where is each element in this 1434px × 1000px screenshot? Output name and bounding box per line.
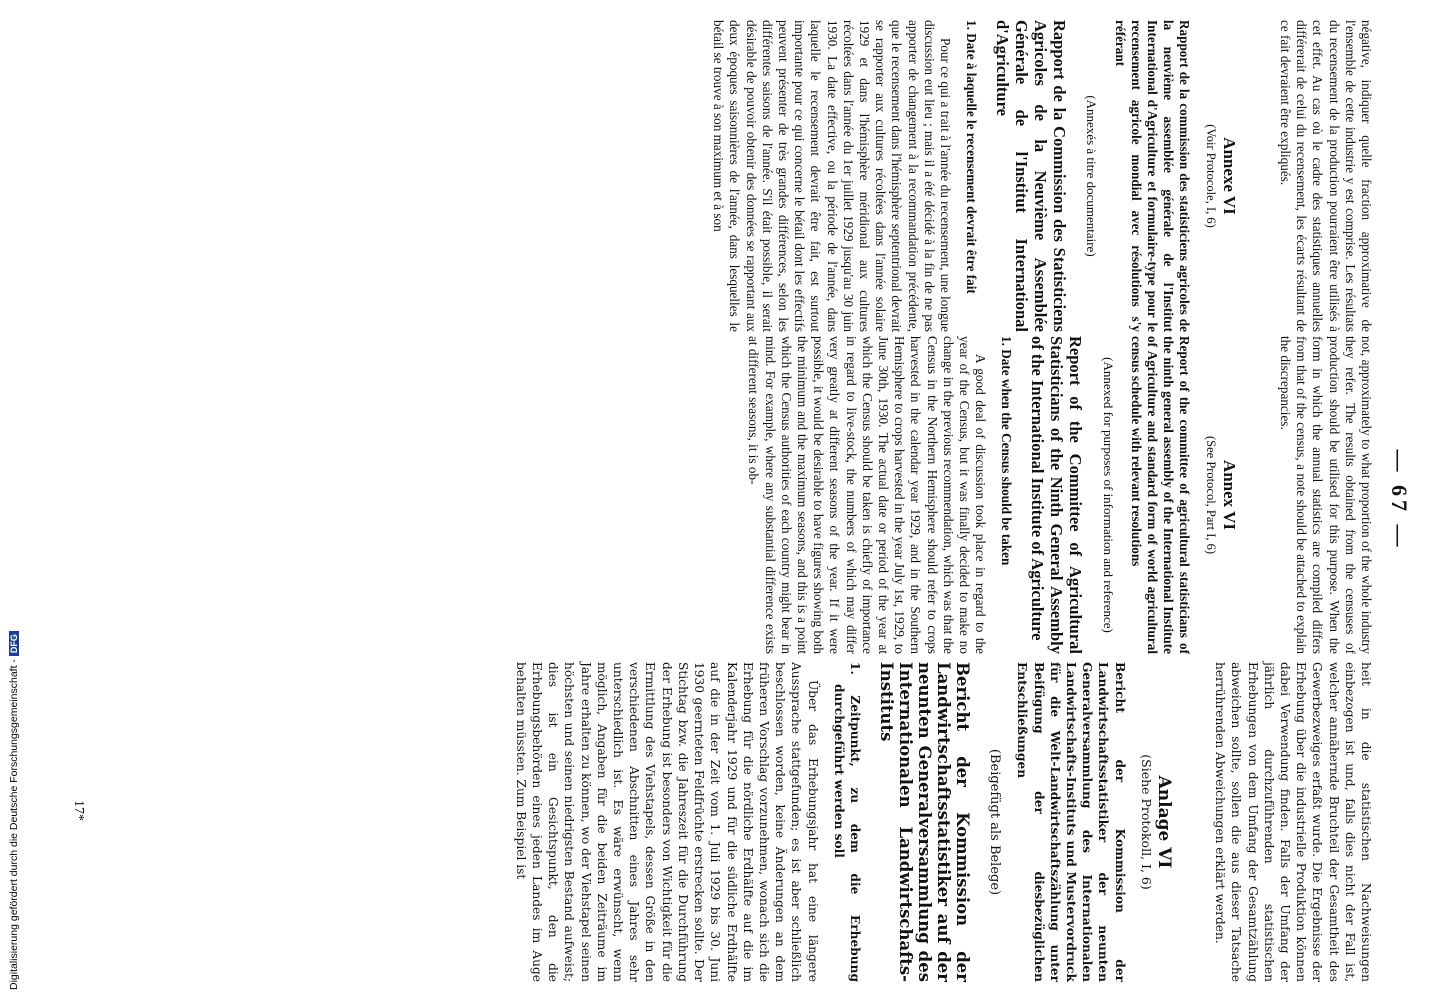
english-annex-heading: Annex VI	[1219, 459, 1239, 531]
english-protocol-ref: (See Protocol, Part I, 6)	[1203, 435, 1218, 555]
english-report-title: Report of the committee of agricultural statisticians of the ninth general assembly of the International Institute of Agriculture and standard form of world agricultural census schedule with relevant resolutions	[1128, 336, 1193, 654]
french-protocol-ref: (Voir Protocole, I, 6)	[1203, 124, 1218, 228]
credit-text: Digitalisierung gefördert durch die Deutsche Forschungsgemeinschaft -	[8, 659, 20, 990]
german-body-text: Über das Erhebungsjahr hat eine längere Aussprache stattgefunden; es ist aber schließlich beschlossen worden, keine Änderungen an dem früheren Vorschlag vorzunehmen, wonach sich die Erhebung für die nördliche Erdhälfte auf die im Kalenderjahr 1929 und für die südliche Erdhälfte auf die in der Zeit vom 1. Juli 1929 bis 30. Juni 1930 geernteten Feldfrüchte erstrecken sollte. Der Stichtag bzw. die Jahreszeit für die Durchführung der Erhebung ist besonders von Wichtigkeit für die Ermittlung des Viehstapels, dessen Größe in den verschiedenen Abschnitten eines Jahres sehr unterschiedlich ist. Es wäre erwünscht, wenn möglich, Angaben für die beiden Zeiträume im Jahre erhalten zu können, wo der Viehstapel seinen höchsten und seinen niedrigsten Bestand aufweist; dies ist ein Gesichtspunkt, den die Erhebungsbehörden eines jeden Landes im Auge behalten müssten. Zum Beispiel ist	[513, 662, 820, 982]
english-section-heading: 1. Date when the Census should be taken	[999, 336, 1015, 566]
dfg-logo: DFG	[9, 631, 19, 656]
english-body-text: A good deal of discussion took place in regard to the year of the Census, but it was finally decided to make no change in the previous recommendation, which was that the Census in the Northern Hemisphere should refer to crops harvested in the calendar year 1929, and in the Southern Hemisphere to crops harvested in the year July 1st, 1929, to June 30th, 1930. The actual date or period of the year at which the Census should be taken is chiefly of importance in regard to live-stock, the numbers of which may differ very greatly at different seasons of the year. If it were possible, it would be desirable to have figures showing both the minimum and the maximum seasons, and this is a point which the Census authorities of each country might bear in mind. For example, where any substantial difference exists at different seasons, it is ob-	[746, 336, 989, 654]
german-report-title: Bericht der Kommission der Landwirtschaftsstatistiker der neunten Generalversammlung des Internationalen Landwirtschafts-Instituts und Mustervordruck für die Welt-Landwirtschaftszählung unter Beifügung der diesbezüglichen Entschließungen	[1015, 662, 1127, 982]
german-protocol-ref: (Siehe Protokoll, I, 6)	[1138, 754, 1154, 890]
french-body-text: Pour ce qui a trait à l'année du recensement, une longue discussion eut lieu ; mais il a été décidé à la fin de ne pas apporter de changement à la recommandation précédente, que le recensement dans l'hémisphère septentrional devrait se rapporter aux cultures récoltées dans l'année solaire 1929 et dans l'hémisphère méridional aux cultures récoltées dans l'année du 1er juillet 1929 jusqu'au 30 juin 1930. La date effective, ou la période de l'année, dans laquelle le recensement devrait être fait, est surtout importante pour ce qui concerne le bétail dont les effectifs peuvent présenter de très grandes différences, selon les différentes saisons de l'année. S'il était possible, il serait désirable de pouvoir obtenir des données se rapportant aux deux époques saisonnières de l'année, dans lesquelles le bétail se trouve à son maximum et à son	[711, 20, 953, 332]
english-column	[739, 336, 1374, 654]
french-report-title: Rapport de la commission des statisticiens agricoles de la neuvième assemblée générale de l'Institut International d'Agriculture et formulaire-type pour le recensement agricole mondial avec résolutions s'y référant	[1112, 20, 1193, 332]
digitization-credit	[8, 600, 22, 990]
french-section-heading: 1. Date à laquelle le recensement devrait être fait	[964, 20, 980, 294]
french-annex-note: (Annexés à titre documentaire)	[1084, 95, 1100, 257]
german-annex-note: (Beigefügt als Belege)	[987, 748, 1003, 896]
german-intro: heit in die statistischen Nachweisungen einbezogen ist und, falls dies nicht der Fall ist, welcher annähernde Bruchteil der Gesamtheit des Gewerbezweiges erfaßt wurde. Die Ergebnisse der Erhebung über die industrielle Produktion können dabei Verwendung finden. Falls der Umfang der jährlich durchzuführenden statistischen Erhebungen von dem Umfang der Gesamtzählung abweichen sollte, sollen die aus dieser Tatsache herrührenden Abweichungen erklärt werden.	[1213, 662, 1373, 982]
english-annex-note: (Annexed for purposes of information and reference)	[1100, 357, 1116, 633]
german-annex-heading: Anlage VI	[1153, 775, 1174, 869]
german-column	[507, 662, 1374, 982]
german-report-heading: Bericht der Kommission der Landwirtschaftsstatistiker auf der neunten Generalversammlung des Internationalen Landwirtschafts-Instituts	[876, 662, 972, 982]
english-intro: not, approximately to what proportion of the whole industry they refer. The results obtained from the censuses of production should be utilised for this purpose. When the form in which the annual statistics are compiled differs from that of the census, a note should be attached to explain the discrepancies.	[1277, 336, 1374, 654]
french-intro: négative, indiquer quelle fraction approximative de l'ensemble de cette industrie y est comprise. Les résultats du recensement de la production pourraient être utilisés à cet effet. Au cas où le cadre des statistiques annuelles différerait de celui du recensement, les écarts résultant de ce fait devraient être expliqués.	[1277, 20, 1374, 332]
signature-mark: 17*	[71, 800, 86, 821]
page-number: — 67 —	[1387, 449, 1412, 551]
german-section-heading: 1. Zeitpunkt, zu dem die Erhebung durchgeführt werden soll	[831, 662, 862, 982]
french-column	[704, 20, 1374, 332]
english-report-heading: Report of the Committee of Agricultural Statisticians of the Ninth General Assembly of the International Institute of Agriculture	[1028, 336, 1086, 654]
french-annex-heading: Annexe VI	[1219, 137, 1239, 215]
french-report-heading: Rapport de la Commission des Statisticiens Agricoles de la Neuvième Assemblée Générale de l'Institut International d'Agriculture	[993, 20, 1070, 332]
